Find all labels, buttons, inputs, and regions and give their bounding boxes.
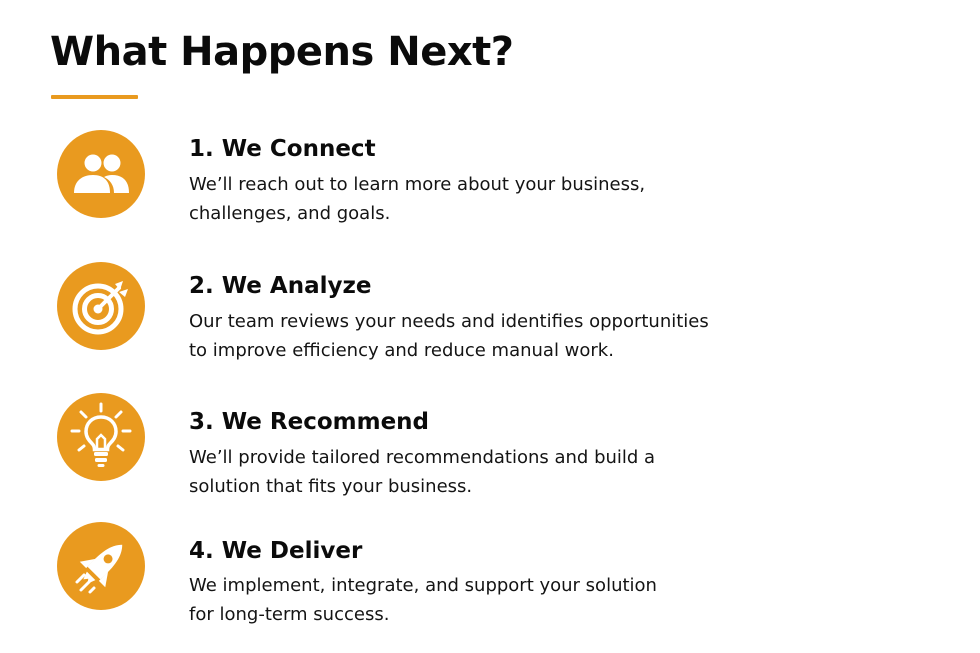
step-description: Our team reviews your needs and identifies opportunities to improve efficiency and reduce manual work. bbox=[189, 311, 709, 361]
target-icon bbox=[57, 262, 145, 350]
step-deliver bbox=[57, 522, 937, 625]
lightbulb-icon bbox=[57, 393, 145, 481]
page-title: What Happens Next? bbox=[50, 29, 514, 75]
users-icon bbox=[57, 130, 145, 218]
step-description: We’ll provide tailored recommendations and build a solution that fits your business. bbox=[189, 447, 656, 497]
rocket-icon bbox=[57, 522, 145, 610]
title-underline bbox=[51, 95, 138, 99]
step-analyze bbox=[57, 262, 937, 362]
step-title: 4. We Deliver bbox=[189, 538, 363, 564]
step-description: We implement, integrate, and support your solution for long-term success. bbox=[189, 575, 657, 625]
step-connect bbox=[57, 130, 937, 230]
step-recommend bbox=[57, 393, 937, 497]
step-title: 2. We Analyze bbox=[189, 273, 372, 299]
step-description: We’ll reach out to learn more about your business, challenges, and goals. bbox=[189, 174, 646, 224]
step-title: 3. We Recommend bbox=[189, 409, 430, 435]
step-title: 1. We Connect bbox=[189, 136, 376, 162]
